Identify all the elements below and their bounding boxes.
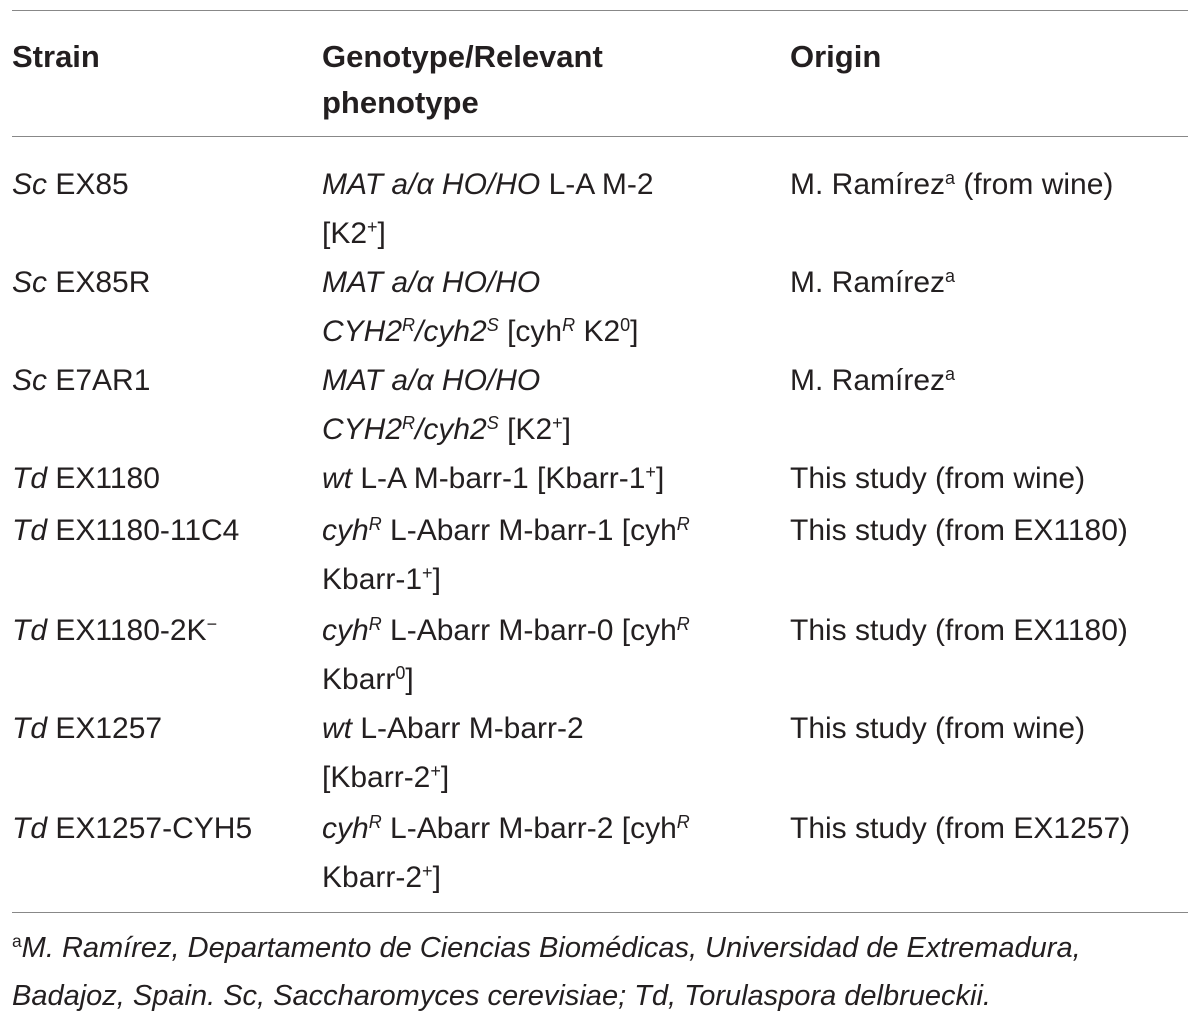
header-origin: Origin	[790, 39, 882, 74]
origin-cell: This study (from EX1180)	[790, 514, 1128, 547]
genotype-cell: MAT a/α HO/HO $CYH2^R/cyh2^S$ [cyh$^R$ $K2^0$]	[322, 266, 639, 348]
footnote-line-1	[12, 924, 1192, 972]
genotype-cell: cyh$^R$ L-Abarr M-barr-1 [cyh$^R$ Kbarr-1+]	[322, 514, 690, 596]
header-rule	[12, 136, 1188, 137]
strain-cell: Td EX1257	[12, 712, 163, 745]
strain-cell: Td EX1180-11C4	[12, 514, 240, 547]
footnote-line-2: Badajoz, Spain. Sc, Saccharomyces cerevisiae; Td, Torulaspora delbrueckii.	[12, 980, 991, 1012]
footnote-mark: a	[12, 931, 22, 952]
strain-cell: Sc EX85	[12, 168, 129, 201]
origin-cell: This study (from wine)	[790, 462, 1086, 495]
origin-cell: M. Ramírez$^a$	[790, 364, 956, 397]
origin-cell: This study (from wine)	[790, 712, 1086, 745]
genotype-cell: cyh$^R$ L-Abarr M-barr-0 [cyh$^R$ Kbarr$^0$]	[322, 614, 690, 696]
genotype-cell: wt L-Abarr M-barr-2 [Kbarr-2+]	[322, 712, 584, 794]
strain-cell: Sc E7AR1	[12, 364, 151, 397]
genotype-cell: MAT a/α HO/HO $CYH2^R/cyh2^S$ [K2+]	[322, 364, 571, 446]
strain-cell: Td EX1180-2K−	[12, 614, 218, 647]
top-rule	[12, 10, 1188, 11]
strain-cell: Td EX1257-CYH5	[12, 812, 253, 845]
footnote-text-1: M. Ramírez, Departamento de Ciencias Biomédicas, Universidad de Extremadura,	[21, 932, 1081, 964]
origin-cell: This study (from EX1257)	[790, 812, 1131, 845]
header-genotype-line1: Genotype/Relevant	[322, 39, 603, 74]
bottom-rule	[12, 912, 1188, 913]
origin-cell: M. Ramírez$^a$	[790, 266, 956, 299]
header-strain: Strain	[12, 39, 100, 74]
header-genotype-line2: phenotype	[322, 85, 479, 120]
origin-cell: This study (from EX1180)	[790, 614, 1128, 647]
genotype-cell: MAT a/α HO/HO L-A M-2 [K2+]	[322, 168, 654, 250]
genotype-cell: wt L-A M-barr-1 [Kbarr-1+]	[322, 462, 665, 495]
strain-cell: Td EX1180	[12, 462, 160, 495]
strain-cell: Sc EX85R	[12, 266, 151, 299]
header-genotype	[322, 34, 603, 126]
origin-cell: M. Ramírez$^a$ (from wine)	[790, 168, 1114, 201]
table-footnote	[12, 924, 1192, 1020]
genotype-cell: cyh$^R$ L-Abarr M-barr-2 [cyh$^R$ Kbarr-2+]	[322, 812, 690, 894]
